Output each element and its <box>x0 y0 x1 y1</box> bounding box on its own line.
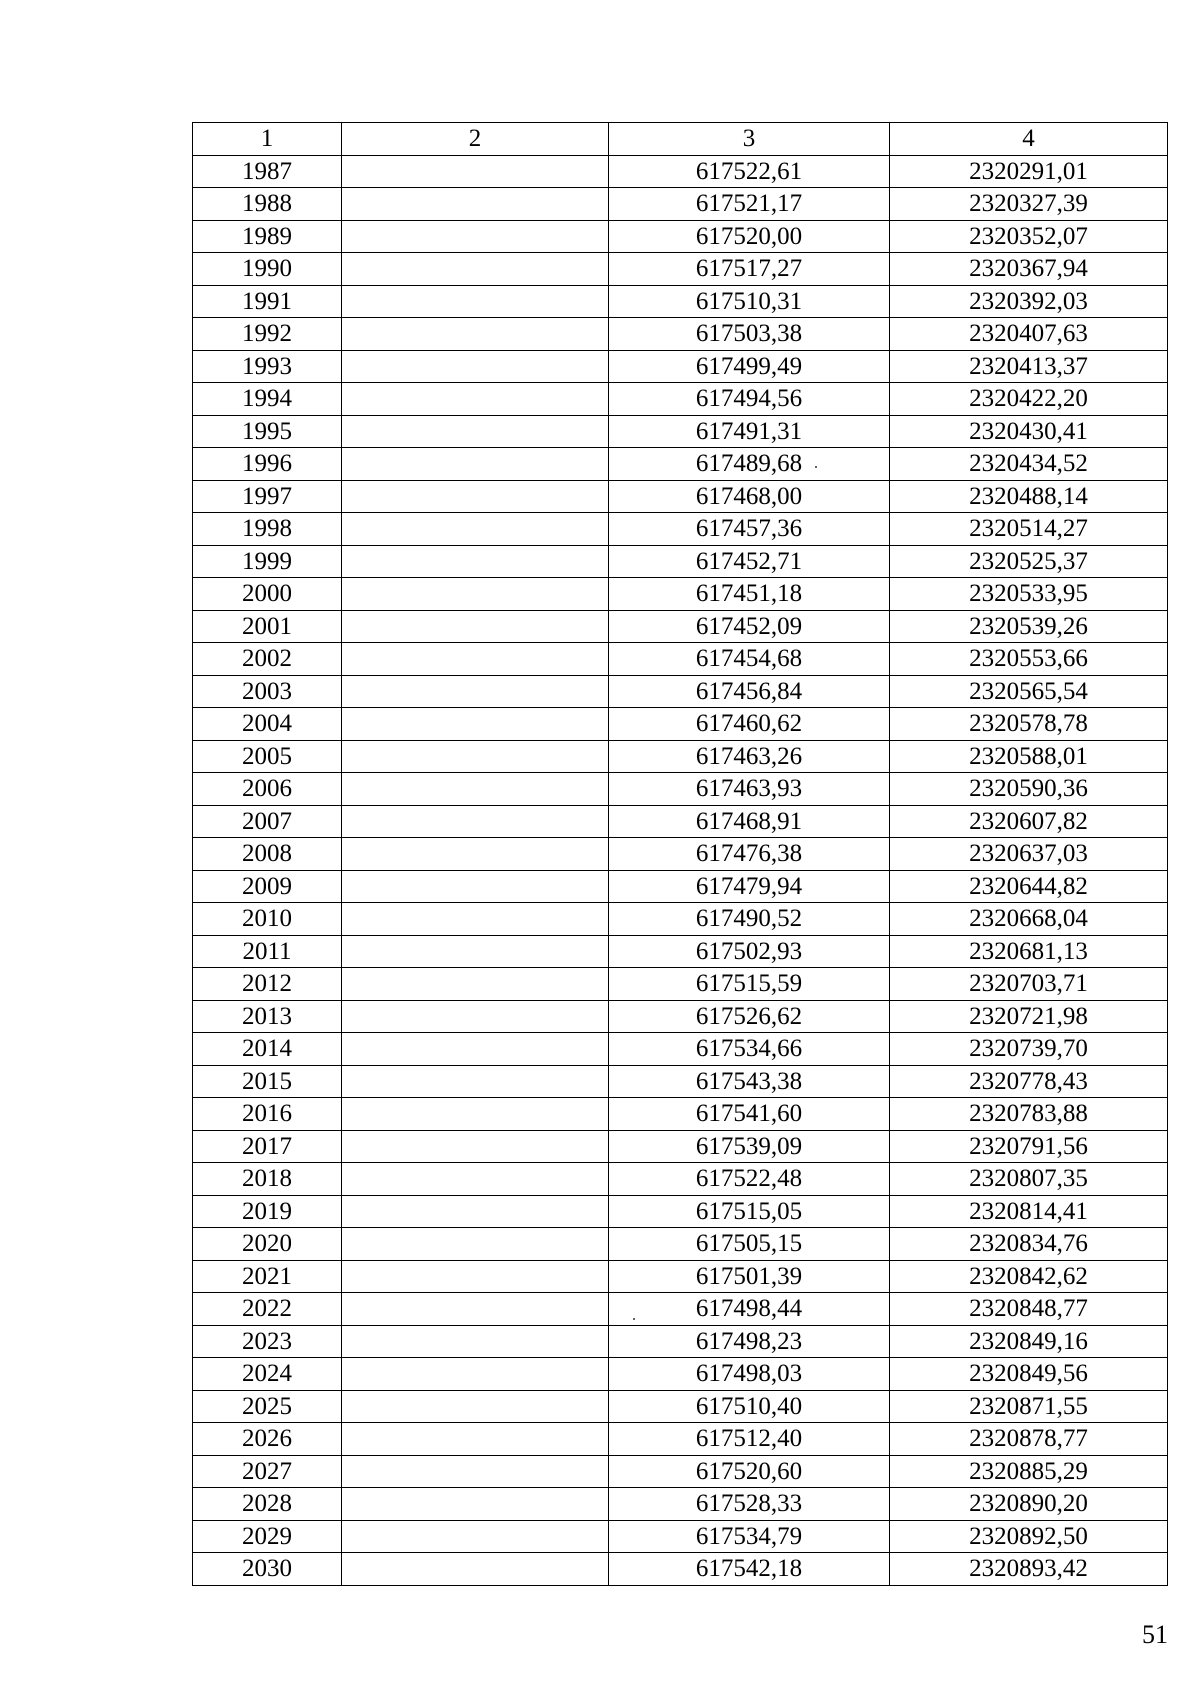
table-cell-col-4: 2320578,78 <box>890 708 1168 741</box>
table-cell-col-3: 617543,38 <box>609 1065 890 1098</box>
table-cell-col-2 <box>342 1455 609 1488</box>
table-cell-col-1: 2001 <box>193 610 342 643</box>
table-row <box>193 285 1168 318</box>
table-cell-col-4: 2320791,56 <box>890 1130 1168 1163</box>
table-cell-col-2 <box>342 1033 609 1066</box>
table-cell-col-3: 617501,39 <box>609 1260 890 1293</box>
table-cell-col-2 <box>342 220 609 253</box>
table-cell-col-3: 617505,15 <box>609 1228 890 1261</box>
table-cell-col-1: 2015 <box>193 1065 342 1098</box>
table-cell-col-1: 1994 <box>193 383 342 416</box>
table-cell-col-1: 1992 <box>193 318 342 351</box>
table-cell-col-1: 2028 <box>193 1488 342 1521</box>
table-cell-col-1: 2014 <box>193 1033 342 1066</box>
table-row <box>193 1488 1168 1521</box>
table-row <box>193 220 1168 253</box>
table-row <box>193 1195 1168 1228</box>
table-cell-col-4: 2320849,16 <box>890 1325 1168 1358</box>
table-cell-col-1: 2018 <box>193 1163 342 1196</box>
table-cell-col-1: 2027 <box>193 1455 342 1488</box>
table-cell-col-3: 617463,93 <box>609 773 890 806</box>
table-row <box>193 838 1168 871</box>
table-cell-col-3: 617498,44 <box>609 1293 890 1326</box>
table-row <box>193 350 1168 383</box>
column-header-3: 3 <box>609 123 890 156</box>
table-cell-col-3: 617522,61 <box>609 155 890 188</box>
table-row <box>193 643 1168 676</box>
table-cell-col-3: 617468,91 <box>609 805 890 838</box>
table-row <box>193 188 1168 221</box>
table-cell-col-3: 617476,38 <box>609 838 890 871</box>
table-cell-col-2 <box>342 480 609 513</box>
table-cell-col-2 <box>342 383 609 416</box>
table-cell-col-3: 617534,79 <box>609 1520 890 1553</box>
table-cell-col-3: 617522,48 <box>609 1163 890 1196</box>
table-cell-col-4: 2320807,35 <box>890 1163 1168 1196</box>
table-cell-col-4: 2320413,37 <box>890 350 1168 383</box>
table-cell-col-1: 2007 <box>193 805 342 838</box>
table-cell-col-1: 2030 <box>193 1553 342 1586</box>
table-cell-col-1: 1999 <box>193 545 342 578</box>
table-cell-col-1: 2026 <box>193 1423 342 1456</box>
table-cell-col-4: 2320814,41 <box>890 1195 1168 1228</box>
table-cell-col-1: 2029 <box>193 1520 342 1553</box>
table-cell-col-1: 1991 <box>193 285 342 318</box>
table-row <box>193 1455 1168 1488</box>
table-row <box>193 1358 1168 1391</box>
table-row <box>193 1325 1168 1358</box>
table-cell-col-4: 2320291,01 <box>890 155 1168 188</box>
table-cell-col-2 <box>342 1358 609 1391</box>
table-row <box>193 578 1168 611</box>
table-cell-col-2 <box>342 968 609 1001</box>
table-cell-col-2 <box>342 1260 609 1293</box>
table-cell-col-2 <box>342 675 609 708</box>
column-header-2: 2 <box>342 123 609 156</box>
table-row <box>193 1163 1168 1196</box>
table-cell-col-4: 2320488,14 <box>890 480 1168 513</box>
table-cell-col-1: 2008 <box>193 838 342 871</box>
table-row <box>193 318 1168 351</box>
table-cell-col-4: 2320739,70 <box>890 1033 1168 1066</box>
table-row <box>193 968 1168 1001</box>
table-row <box>193 383 1168 416</box>
table-cell-col-1: 1987 <box>193 155 342 188</box>
table-cell-col-4: 2320892,50 <box>890 1520 1168 1553</box>
table-cell-col-4: 2320327,39 <box>890 188 1168 221</box>
column-header-4: 4 <box>890 123 1168 156</box>
table-cell-col-4: 2320848,77 <box>890 1293 1168 1326</box>
table-cell-col-3: 617479,94 <box>609 870 890 903</box>
table-cell-col-1: 2012 <box>193 968 342 1001</box>
table-cell-col-3: 617489,68 <box>609 448 890 481</box>
table-cell-col-2 <box>342 155 609 188</box>
table-row <box>193 740 1168 773</box>
table-cell-col-3: 617515,59 <box>609 968 890 1001</box>
table-row <box>193 903 1168 936</box>
table-cell-col-1: 2016 <box>193 1098 342 1131</box>
table-cell-col-3: 617534,66 <box>609 1033 890 1066</box>
table-cell-col-2 <box>342 253 609 286</box>
table-cell-col-3: 617526,62 <box>609 1000 890 1033</box>
table-row <box>193 708 1168 741</box>
table-row <box>193 805 1168 838</box>
table-cell-col-3: 617468,00 <box>609 480 890 513</box>
table-cell-col-3: 617515,05 <box>609 1195 890 1228</box>
table-cell-col-1: 2023 <box>193 1325 342 1358</box>
table-cell-col-3: 617539,09 <box>609 1130 890 1163</box>
table-cell-col-2 <box>342 708 609 741</box>
table-cell-col-1: 2011 <box>193 935 342 968</box>
table-cell-col-3: 617510,40 <box>609 1390 890 1423</box>
scan-speck <box>815 466 817 468</box>
table-cell-col-2 <box>342 1325 609 1358</box>
table-cell-col-4: 2320849,56 <box>890 1358 1168 1391</box>
table-cell-col-3: 617517,27 <box>609 253 890 286</box>
table-cell-col-4: 2320842,62 <box>890 1260 1168 1293</box>
table-cell-col-3: 617463,26 <box>609 740 890 773</box>
table-cell-col-4: 2320565,54 <box>890 675 1168 708</box>
table-cell-col-4: 2320783,88 <box>890 1098 1168 1131</box>
table-cell-col-1: 1997 <box>193 480 342 513</box>
table-cell-col-1: 2025 <box>193 1390 342 1423</box>
table-row <box>193 1065 1168 1098</box>
table-cell-col-2 <box>342 1553 609 1586</box>
table-cell-col-3: 617502,93 <box>609 935 890 968</box>
table-cell-col-2 <box>342 1293 609 1326</box>
table-cell-col-4: 2320644,82 <box>890 870 1168 903</box>
table-cell-col-4: 2320434,52 <box>890 448 1168 481</box>
table-cell-col-2 <box>342 838 609 871</box>
table-header <box>193 123 1168 156</box>
table-cell-col-1: 2003 <box>193 675 342 708</box>
table-cell-col-4: 2320890,20 <box>890 1488 1168 1521</box>
coordinates-table <box>192 122 1168 1586</box>
table-cell-col-2 <box>342 545 609 578</box>
table-cell-col-3: 617520,60 <box>609 1455 890 1488</box>
table-cell-col-2 <box>342 610 609 643</box>
table-cell-col-4: 2320878,77 <box>890 1423 1168 1456</box>
table-row <box>193 773 1168 806</box>
table-cell-col-4: 2320607,82 <box>890 805 1168 838</box>
table-row <box>193 1390 1168 1423</box>
table-cell-col-4: 2320553,66 <box>890 643 1168 676</box>
table-cell-col-2 <box>342 1130 609 1163</box>
table-cell-col-2 <box>342 1520 609 1553</box>
table-cell-col-3: 617528,33 <box>609 1488 890 1521</box>
table-cell-col-4: 2320778,43 <box>890 1065 1168 1098</box>
table-cell-col-4: 2320668,04 <box>890 903 1168 936</box>
table-cell-col-2 <box>342 1163 609 1196</box>
table-cell-col-2 <box>342 513 609 546</box>
table-row <box>193 1520 1168 1553</box>
table-cell-col-2 <box>342 935 609 968</box>
table-row <box>193 870 1168 903</box>
table-row <box>193 610 1168 643</box>
table-row <box>193 1228 1168 1261</box>
table-row <box>193 1553 1168 1586</box>
table-row <box>193 253 1168 286</box>
table-row <box>193 935 1168 968</box>
table-cell-col-1: 2000 <box>193 578 342 611</box>
table-cell-col-4: 2320588,01 <box>890 740 1168 773</box>
table-cell-col-4: 2320407,63 <box>890 318 1168 351</box>
table-cell-col-1: 1998 <box>193 513 342 546</box>
table-cell-col-1: 2005 <box>193 740 342 773</box>
table-cell-col-2 <box>342 870 609 903</box>
table-cell-col-4: 2320514,27 <box>890 513 1168 546</box>
table-cell-col-2 <box>342 1000 609 1033</box>
table-cell-col-4: 2320637,03 <box>890 838 1168 871</box>
table-body <box>193 155 1168 1585</box>
scan-speck <box>633 1318 635 1320</box>
table-cell-col-4: 2320871,55 <box>890 1390 1168 1423</box>
table-cell-col-2 <box>342 448 609 481</box>
table-cell-col-2 <box>342 1098 609 1131</box>
header-row <box>193 123 1168 156</box>
table-cell-col-4: 2320533,95 <box>890 578 1168 611</box>
table-cell-col-1: 2021 <box>193 1260 342 1293</box>
table-cell-col-4: 2320834,76 <box>890 1228 1168 1261</box>
table-cell-col-2 <box>342 740 609 773</box>
table-cell-col-4: 2320885,29 <box>890 1455 1168 1488</box>
table-row <box>193 415 1168 448</box>
table-row <box>193 480 1168 513</box>
table-cell-col-3: 617457,36 <box>609 513 890 546</box>
table-row <box>193 545 1168 578</box>
table-cell-col-3: 617490,52 <box>609 903 890 936</box>
table-cell-col-3: 617452,09 <box>609 610 890 643</box>
table-cell-col-2 <box>342 578 609 611</box>
table-row <box>193 1098 1168 1131</box>
column-header-1: 1 <box>193 123 342 156</box>
table-cell-col-2 <box>342 1488 609 1521</box>
table-cell-col-1: 1990 <box>193 253 342 286</box>
table-cell-col-4: 2320392,03 <box>890 285 1168 318</box>
table-cell-col-1: 1995 <box>193 415 342 448</box>
table-cell-col-3: 617541,60 <box>609 1098 890 1131</box>
table-row <box>193 513 1168 546</box>
table-cell-col-1: 2024 <box>193 1358 342 1391</box>
table-cell-col-1: 1996 <box>193 448 342 481</box>
table-cell-col-3: 617499,49 <box>609 350 890 383</box>
table-cell-col-1: 2009 <box>193 870 342 903</box>
table-cell-col-1: 2019 <box>193 1195 342 1228</box>
table-row <box>193 448 1168 481</box>
table-cell-col-2 <box>342 903 609 936</box>
table-cell-col-1: 2006 <box>193 773 342 806</box>
table-row <box>193 1260 1168 1293</box>
table-row <box>193 675 1168 708</box>
table-cell-col-3: 617498,23 <box>609 1325 890 1358</box>
table-cell-col-1: 2020 <box>193 1228 342 1261</box>
table-row <box>193 1033 1168 1066</box>
table-cell-col-4: 2320590,36 <box>890 773 1168 806</box>
table-cell-col-4: 2320422,20 <box>890 383 1168 416</box>
table-cell-col-2 <box>342 285 609 318</box>
table-cell-col-1: 2010 <box>193 903 342 936</box>
table-cell-col-1: 2017 <box>193 1130 342 1163</box>
table-cell-col-4: 2320352,07 <box>890 220 1168 253</box>
table-cell-col-3: 617498,03 <box>609 1358 890 1391</box>
table-cell-col-3: 617503,38 <box>609 318 890 351</box>
table-cell-col-3: 617460,62 <box>609 708 890 741</box>
page-number: 51 <box>1142 1620 1168 1649</box>
table-cell-col-4: 2320539,26 <box>890 610 1168 643</box>
table-cell-col-2 <box>342 643 609 676</box>
table-cell-col-1: 2022 <box>193 1293 342 1326</box>
table-row <box>193 155 1168 188</box>
table-cell-col-3: 617520,00 <box>609 220 890 253</box>
table-cell-col-4: 2320721,98 <box>890 1000 1168 1033</box>
table-cell-col-4: 2320367,94 <box>890 253 1168 286</box>
table-cell-col-2 <box>342 318 609 351</box>
table-cell-col-3: 617512,40 <box>609 1423 890 1456</box>
table-cell-col-3: 617491,31 <box>609 415 890 448</box>
table-cell-col-3: 617510,31 <box>609 285 890 318</box>
table-cell-col-1: 2004 <box>193 708 342 741</box>
table-cell-col-2 <box>342 805 609 838</box>
table-cell-col-1: 1993 <box>193 350 342 383</box>
table-row <box>193 1130 1168 1163</box>
table-cell-col-2 <box>342 188 609 221</box>
table-cell-col-2 <box>342 350 609 383</box>
table-cell-col-1: 2002 <box>193 643 342 676</box>
table-row <box>193 1293 1168 1326</box>
table-cell-col-3: 617542,18 <box>609 1553 890 1586</box>
table-cell-col-3: 617456,84 <box>609 675 890 708</box>
table-cell-col-1: 1988 <box>193 188 342 221</box>
table-row <box>193 1423 1168 1456</box>
table-cell-col-3: 617494,56 <box>609 383 890 416</box>
table-cell-col-3: 617454,68 <box>609 643 890 676</box>
table-cell-col-2 <box>342 1390 609 1423</box>
table-cell-col-1: 1989 <box>193 220 342 253</box>
table-cell-col-2 <box>342 415 609 448</box>
table-cell-col-4: 2320893,42 <box>890 1553 1168 1586</box>
table-cell-col-1: 2013 <box>193 1000 342 1033</box>
table-cell-col-4: 2320681,13 <box>890 935 1168 968</box>
table-cell-col-2 <box>342 1423 609 1456</box>
table-cell-col-2 <box>342 1228 609 1261</box>
table-cell-col-3: 617451,18 <box>609 578 890 611</box>
table-cell-col-2 <box>342 1195 609 1228</box>
table-cell-col-4: 2320525,37 <box>890 545 1168 578</box>
table-cell-col-2 <box>342 773 609 806</box>
table-cell-col-3: 617521,17 <box>609 188 890 221</box>
table-cell-col-4: 2320703,71 <box>890 968 1168 1001</box>
table-row <box>193 1000 1168 1033</box>
table-cell-col-4: 2320430,41 <box>890 415 1168 448</box>
table-cell-col-2 <box>342 1065 609 1098</box>
table-cell-col-3: 617452,71 <box>609 545 890 578</box>
